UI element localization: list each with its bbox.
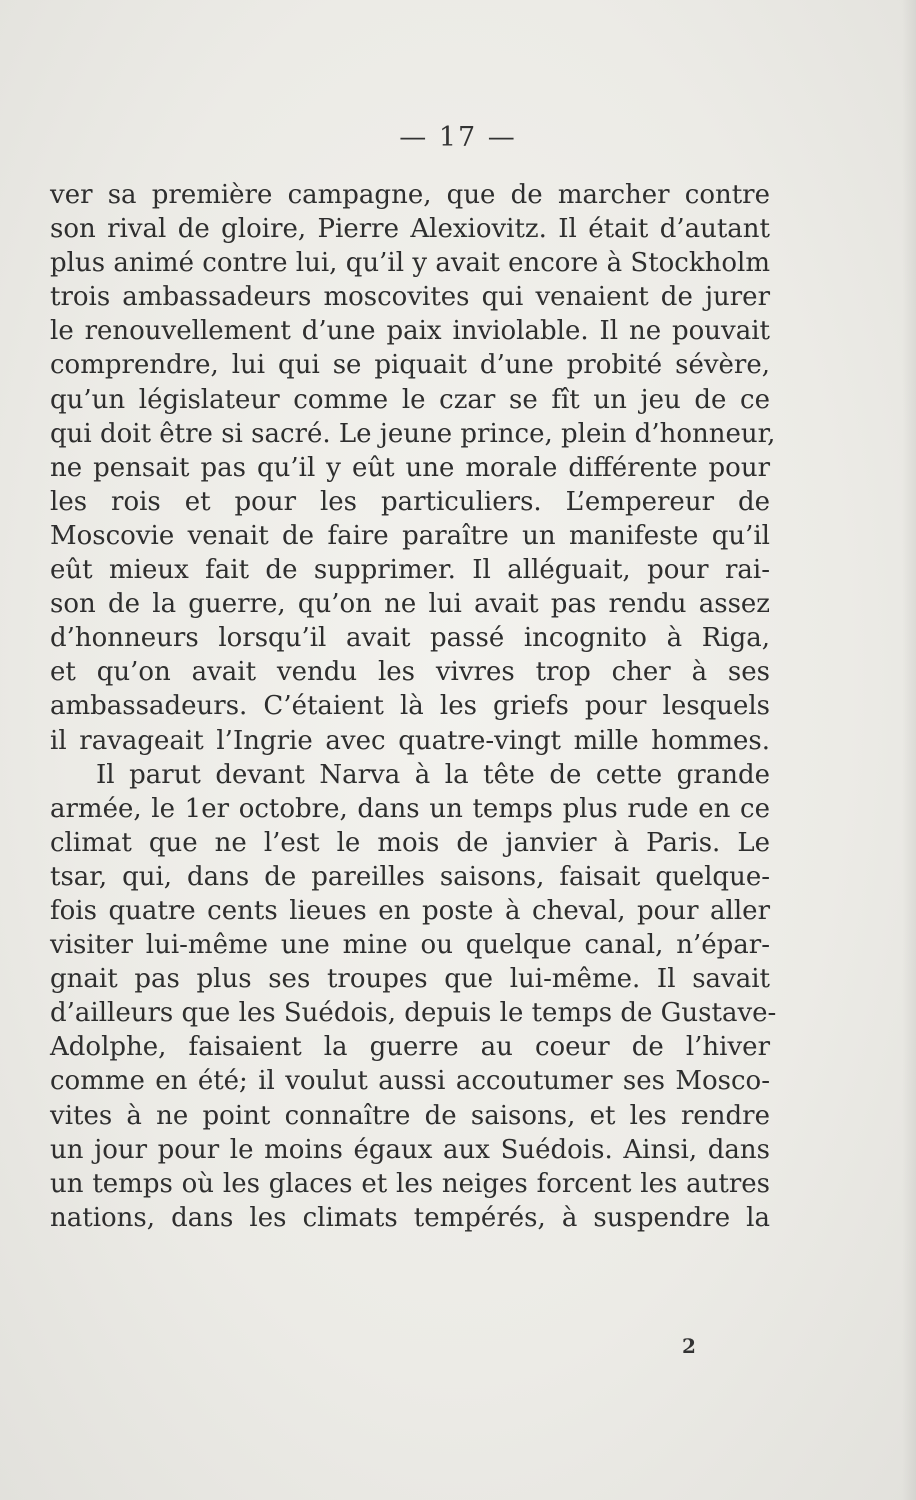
text-line: vites à ne point connaître de saisons, et les rendre	[50, 1100, 770, 1131]
text-line: visiter lui-même une mine ou quelque canal, n’épar-	[50, 930, 770, 961]
text-line: qui doit être si sacré. Le jeune prince, plein d’honneur,	[50, 418, 776, 449]
text-line: qu’un législateur comme le czar se fît un jeu de ce	[50, 384, 770, 415]
text-line: comme en été; il voulut aussi accoutumer ses Mosco-	[50, 1066, 770, 1097]
text-line: un jour pour le moins égaux aux Suédois. Ainsi, dans	[50, 1134, 770, 1165]
text-line: fois quatre cents lieues en poste à cheval, pour aller	[50, 895, 770, 926]
text-line-paragraph-start: Il parut devant Narva à la tête de cette grande	[96, 759, 770, 790]
text-line: eût mieux fait de supprimer. Il alléguait, pour rai-	[50, 555, 770, 586]
text-line: le renouvellement d’une paix inviolable. Il ne pouvait	[50, 316, 770, 347]
text-line: les rois et pour les particuliers. L’empereur de	[50, 486, 770, 517]
text-line: un temps où les glaces et les neiges forcent les autres	[50, 1168, 770, 1199]
page-number: — 17 —	[399, 122, 517, 153]
page-edge-shadow	[902, 0, 916, 1500]
text-line-paragraph-end: il ravageait l’Ingrie avec quatre-vingt mille hommes.	[50, 725, 770, 756]
body-text	[50, 178, 777, 1235]
text-line: ver sa première campagne, que de marcher contre	[50, 180, 770, 210]
text-line: son de la guerre, qu’on ne lui avait pas rendu assez	[50, 589, 770, 620]
text-line: d’ailleurs que les Suédois, depuis le temps de Gustave-	[50, 998, 777, 1029]
text-line: comprendre, lui qui se piquait d’une probité sévère,	[50, 350, 770, 381]
text-line: d’honneurs lorsqu’il avait passé incognito à Riga,	[50, 623, 770, 654]
text-line: nations, dans les climats tempérés, à suspendre la	[50, 1202, 770, 1233]
text-line: Adolphe, faisaient la guerre au coeur de l’hiver	[50, 1032, 770, 1063]
text-line: et qu’on avait vendu les vivres trop cher à ses	[50, 657, 770, 688]
text-line: ne pensait pas qu’il y eût une morale différente pour	[50, 452, 770, 483]
text-line: son rival de gloire, Pierre Alexiovitz. Il était d’autant	[50, 214, 770, 245]
text-line: Moscovie venait de faire paraître un manifeste qu’il	[50, 520, 770, 551]
text-line: tsar, qui, dans de pareilles saisons, faisait quelque-	[50, 861, 770, 892]
text-line: trois ambassadeurs moscovites qui venaient de jurer	[50, 282, 770, 313]
text-line: armée, le 1er octobre, dans un temps plus rude en ce	[50, 793, 770, 824]
signature-mark: 2	[682, 1334, 696, 1358]
text-line: gnait pas plus ses troupes que lui-même. Il savait	[50, 964, 770, 995]
text-line: ambassadeurs. C’étaient là les griefs pour lesquels	[50, 691, 770, 722]
text-line: climat que ne l’est le mois de janvier à Paris. Le	[50, 827, 770, 858]
text-line: plus animé contre lui, qu’il y avait encore à Stockholm	[50, 248, 770, 279]
